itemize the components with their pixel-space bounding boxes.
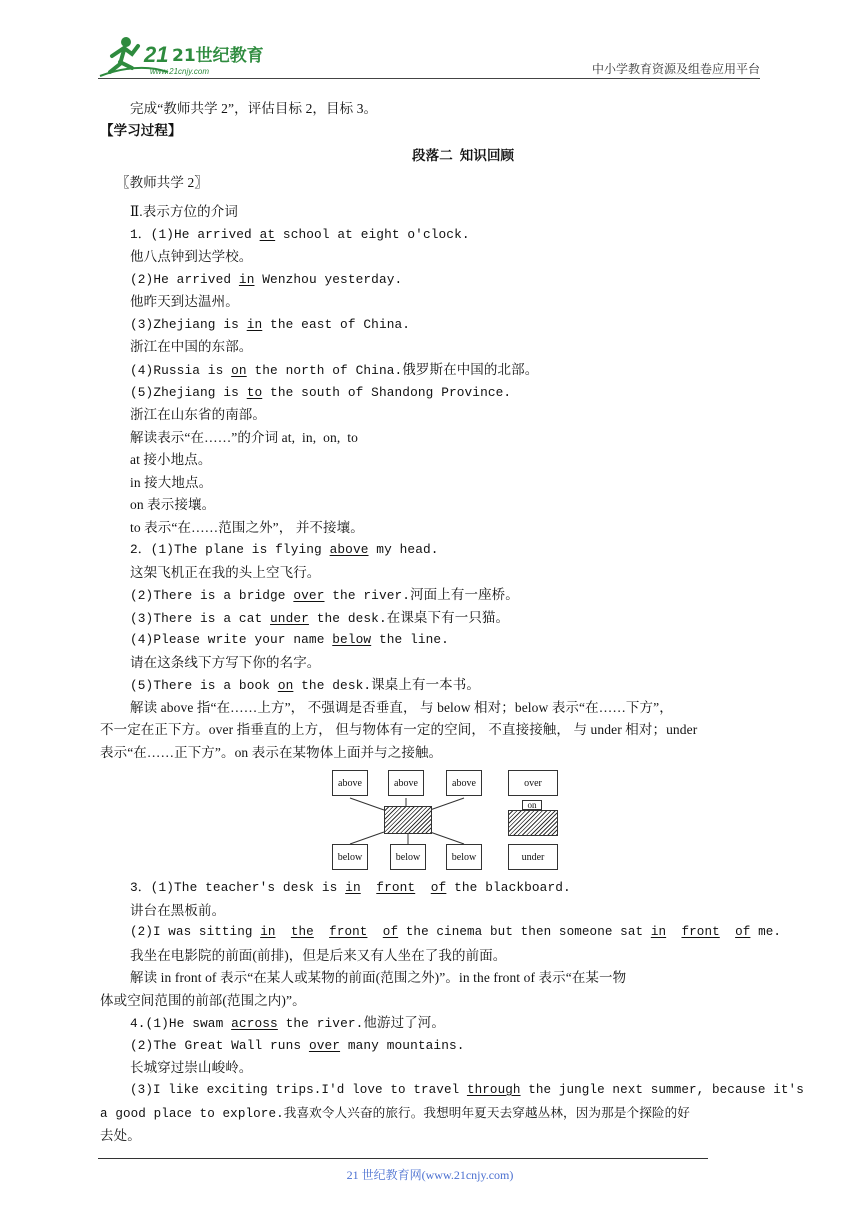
- below-box: below: [446, 844, 482, 870]
- svg-text:21: 21: [144, 42, 169, 67]
- keyword: over: [293, 588, 325, 603]
- example-line: (2)He arrived in Wenzhou yesterday.: [130, 272, 403, 287]
- keyword: through: [466, 1083, 521, 1097]
- example-line: 2．(1)The plane is flying above my head.: [130, 542, 439, 557]
- explanation-line: in 接大地点。: [130, 475, 213, 490]
- keyword: front: [376, 880, 416, 895]
- keyword: on: [231, 363, 247, 378]
- example-line: 3．(1)The teacher's desk is in front of the blackboard.: [130, 880, 571, 895]
- logo-text: 21世纪教育: [172, 46, 264, 66]
- over-box: over: [508, 770, 558, 796]
- keyword: front: [329, 925, 368, 939]
- explanation-line: 解读表示“在……”的介词 at, in, on, to: [130, 430, 358, 445]
- example-line: (5)Zhejiang is to the south of Shandong Province.: [130, 385, 512, 400]
- explanation-line: to 表示“在……范围之外”， 并不接壤。: [130, 520, 364, 535]
- explanation-line: 解读 in front of 表示“在某人或某物的前面(范围之外)”。in the front of 表示“在某一物: [130, 970, 627, 985]
- example-line: (3)There is a cat under the desk.在课桌下有一只猫。: [130, 610, 510, 626]
- header-divider: [98, 78, 760, 79]
- translation-line: 去处。: [100, 1128, 141, 1143]
- example-line: 4.(1)He swam across the river.他游过了河。: [130, 1015, 446, 1031]
- keyword: of: [430, 880, 447, 895]
- explanation-line: 体或空间范围的前部(范围之内)”。: [100, 993, 306, 1008]
- logo-url: www.21cnjy.com: [150, 67, 209, 76]
- keyword: over: [308, 1038, 341, 1053]
- keyword: the: [290, 925, 314, 939]
- on-box: on: [522, 800, 542, 810]
- keyword: above: [329, 542, 369, 557]
- preposition-diagram: [330, 770, 562, 872]
- process-heading: 【学习过程】: [100, 123, 182, 138]
- runner-logo-icon: [98, 32, 268, 78]
- below-box: below: [390, 844, 426, 870]
- under-box: under: [508, 844, 558, 870]
- explanation-line: at 接小地点。: [130, 452, 212, 467]
- hatched-object: [508, 810, 558, 836]
- teacher-heading: 〖教师共学 2〗: [116, 175, 208, 190]
- keyword: of: [735, 925, 751, 939]
- keyword: to: [246, 385, 263, 400]
- footer-link[interactable]: 21 世纪教育网(www.21cnjy.com): [346, 1168, 514, 1182]
- explanation-line: on 表示接壤。: [130, 497, 216, 512]
- keyword: front: [681, 925, 720, 939]
- keyword: of: [382, 925, 399, 939]
- translation-line: 讲台在黑板前。: [130, 903, 226, 918]
- platform-name: 中小学教育资源及组卷应用平台: [591, 62, 760, 76]
- translation-line: 这架飞机正在我的头上空飞行。: [130, 565, 321, 580]
- translation-line: 他八点钟到达学校。: [130, 249, 253, 264]
- translation-line: 我坐在电影院的前面(前排)，但是后来又有人坐在了我的前面。: [130, 948, 507, 963]
- section-title: 段落二 知识回顾: [412, 148, 515, 163]
- example-line: (3)I like exciting trips.I'd love to travel through the jungle next summer, because it's: [130, 1083, 804, 1097]
- translation-line: 浙江在山东省的南部。: [130, 407, 266, 422]
- keyword: below: [332, 632, 372, 647]
- below-box: below: [332, 844, 368, 870]
- translation-line: 请在这条线下方写下你的名字。: [130, 655, 321, 670]
- translation-line: 长城穿过崇山峻岭。: [130, 1060, 253, 1075]
- keyword: in: [260, 925, 276, 939]
- intro-line: 完成“教师共学 2”，评估目标 2，目标 3。: [130, 101, 378, 116]
- explanation-line: 解读 above 指“在……上方”， 不强调是否垂直， 与 below 相对；below 表示“在……下方”，: [130, 700, 673, 715]
- explanation-line: 表示“在……正下方”。on 表示在某物体上面并与之接触。: [100, 745, 443, 760]
- keyword: in: [246, 317, 263, 332]
- keyword: across: [231, 1016, 278, 1031]
- above-box: above: [446, 770, 482, 796]
- explanation-line: 不一定在正下方。over 指垂直的上方， 但与物体有一定的空间， 不直接接触， 与 under 相对；under: [100, 722, 698, 737]
- example-line: (4)Please write your name below the line.: [130, 632, 449, 647]
- footer-divider: [98, 1158, 708, 1159]
- example-line: (4)Russia is on the north of China.俄罗斯在中国的北部。: [130, 362, 539, 378]
- example-line: (5)There is a book on the desk.课桌上有一本书。: [130, 677, 480, 693]
- keyword: under: [270, 611, 309, 626]
- above-box: above: [332, 770, 368, 796]
- example-line: (2)I was sitting in the front of the cinema but then someone sat in front of me.: [130, 925, 782, 939]
- example-line: (3)Zhejiang is in the east of China.: [130, 317, 411, 332]
- keyword: on: [277, 678, 294, 693]
- example-line: 1．(1)He arrived at school at eight o'clock.: [130, 227, 470, 242]
- hatched-object: [384, 806, 432, 834]
- above-box: above: [388, 770, 424, 796]
- keyword: in: [238, 272, 255, 287]
- translation-line: 浙江在中国的东部。: [130, 339, 253, 354]
- keyword: in: [345, 880, 361, 895]
- translation-line: a good place to explore.我喜欢令人兴奋的旅行。我想明年夏天去穿越丛林，因为那是个探险的好: [100, 1107, 690, 1121]
- example-line: (2)There is a bridge over the river.河面上有一座桥。: [130, 587, 519, 603]
- keyword: in: [650, 925, 667, 939]
- part-heading: Ⅱ.表示方位的介词: [130, 204, 238, 219]
- site-logo[interactable]: [98, 32, 268, 78]
- example-line: (2)The Great Wall runs over many mountains.: [130, 1038, 465, 1053]
- page-header: [98, 32, 760, 80]
- translation-line: 他昨天到达温州。: [130, 294, 239, 309]
- keyword: at: [259, 227, 276, 242]
